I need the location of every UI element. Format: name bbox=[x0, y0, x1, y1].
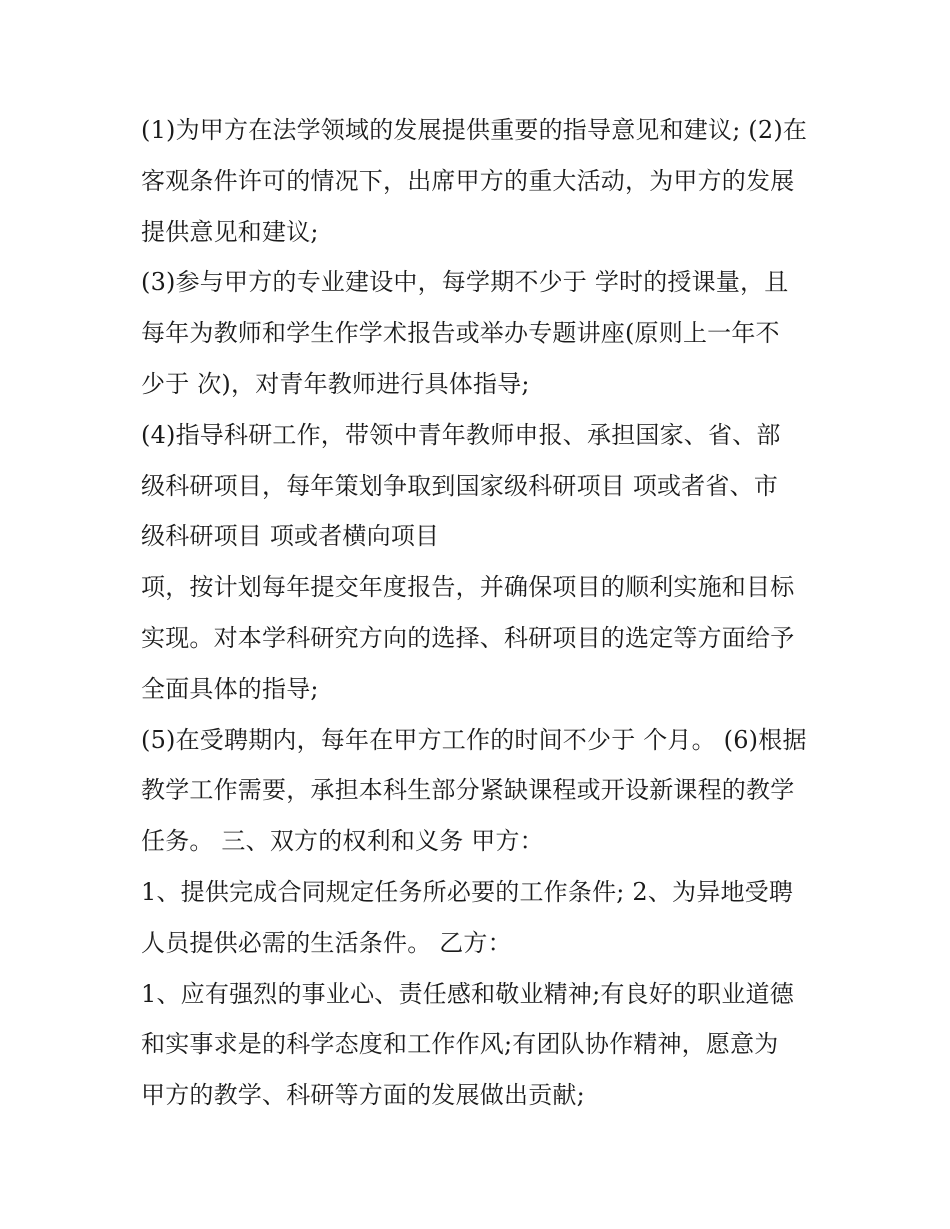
text-line: 少于 次)，对青年教师进行具体指导; bbox=[141, 369, 530, 398]
text-line: (3)参与甲方的专业建设中，每学期不少于 学时的授课量，且 bbox=[141, 268, 789, 297]
contract-text-block bbox=[141, 105, 821, 1121]
text-line: 任务。 三、双方的权利和义务 甲方： bbox=[141, 827, 544, 856]
text-line: 和实事求是的科学态度和工作作风;有团队协作精神，愿意为 bbox=[141, 1030, 779, 1059]
text-line: 客观条件许可的情况下，出席甲方的重大活动，为甲方的发展 bbox=[141, 166, 795, 195]
text-line: (5)在受聘期内，每年在甲方工作的时间不少于 个月。 (6)根据 bbox=[141, 725, 807, 754]
text-line: (1)为甲方在法学领域的发展提供重要的指导意见和建议; (2)在 bbox=[141, 116, 808, 144]
text-line: 级科研项目 项或者横向项目 bbox=[141, 522, 440, 551]
text-line: 甲方的教学、科研等方面的发展做出贡献; bbox=[141, 1081, 585, 1110]
text-line: 1、应有强烈的事业心、责任感和敬业精神;有良好的职业道德 bbox=[141, 979, 794, 1008]
text-line: (4)指导科研工作，带领中青年教师申报、承担国家、省、部 bbox=[141, 420, 781, 449]
text-line: 项，按计划每年提交年度报告，并确保项目的顺利实施和目标 bbox=[141, 573, 795, 602]
text-line: 1、提供完成合同规定任务所必要的工作条件; 2、为异地受聘 bbox=[141, 877, 794, 906]
text-line: 实现。对本学科研究方向的选择、科研项目的选定等方面给予 bbox=[141, 623, 795, 652]
text-line: 级科研项目，每年策划争取到国家级科研项目 项或者省、市 bbox=[141, 471, 779, 500]
text-line: 人员提供必需的生活条件。 乙方： bbox=[141, 928, 512, 957]
text-line: 每年为教师和学生作学术报告或举办专题讲座(原则上一年不 bbox=[141, 319, 780, 348]
text-line: 教学工作需要，承担本科生部分紧缺课程或开设新课程的教学 bbox=[141, 776, 795, 805]
text-line: 全面具体的指导; bbox=[141, 674, 319, 703]
text-line: 提供意见和建议; bbox=[141, 217, 319, 246]
